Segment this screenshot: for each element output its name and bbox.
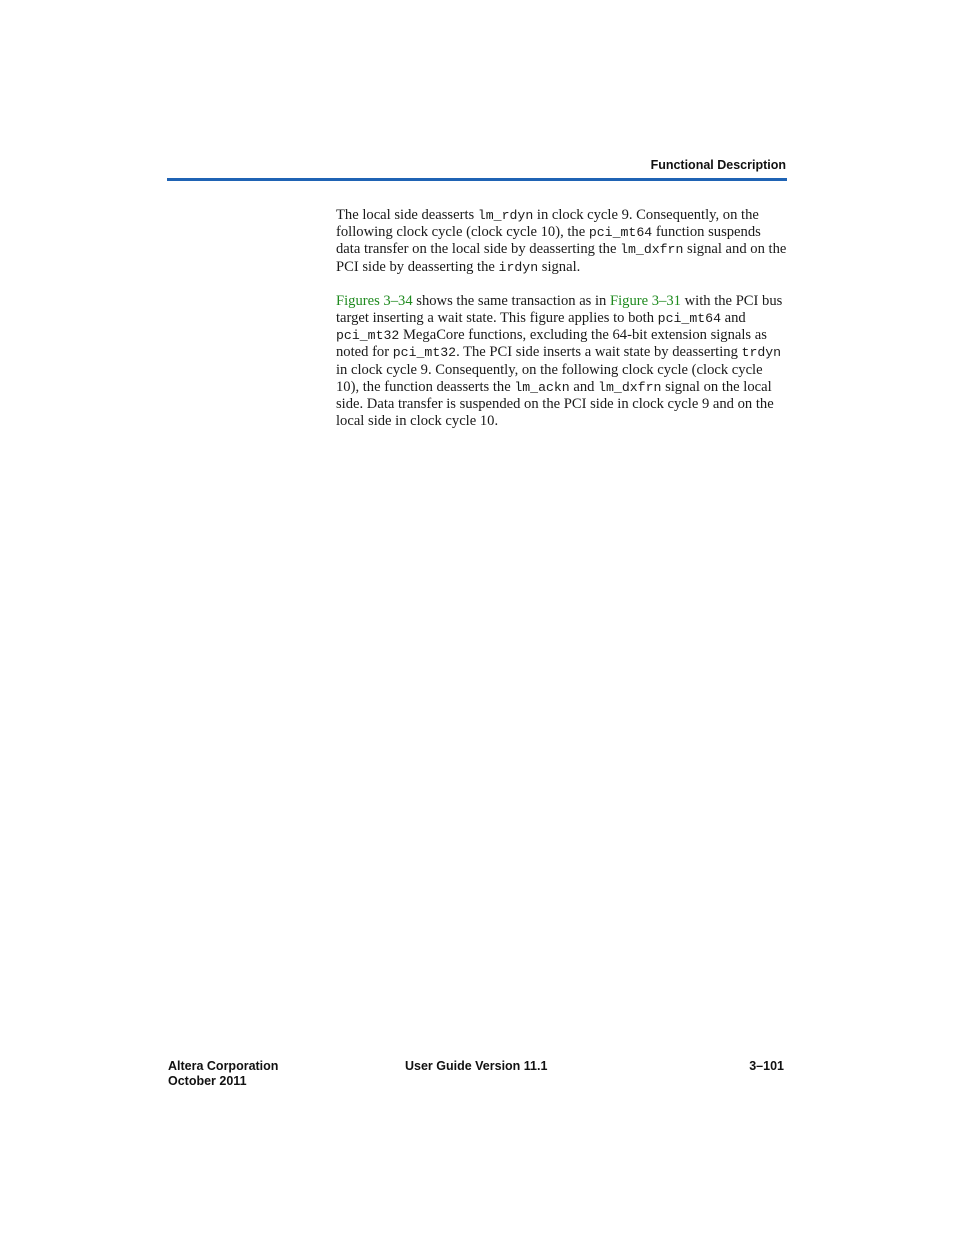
paragraph-1	[336, 207, 788, 276]
code-trdyn: trdyn	[741, 345, 782, 361]
xref-figures-3-34[interactable]: Figures 3–34	[336, 292, 413, 309]
footer-company: Altera Corporation	[168, 1059, 279, 1073]
text: signal on the local side. Data transfer is suspended on the PCI side in clock cycle 9 and on the local side in clock cycle 10.	[336, 378, 774, 430]
text: and	[569, 378, 599, 395]
body-content	[336, 207, 788, 447]
code-irdyn: irdyn	[498, 259, 539, 275]
running-header-title: Functional Description	[650, 158, 786, 172]
text: signal and on the PCI side by deasserting the	[336, 241, 787, 275]
header-rule	[167, 178, 787, 181]
footer-page-number: 3–101	[749, 1059, 784, 1073]
code-pci-mt64: pci_mt64	[588, 225, 653, 241]
footer-version: User Guide Version 11.1	[405, 1059, 548, 1073]
footer-left	[168, 1059, 278, 1089]
code-pci-mt32: pci_mt32	[392, 345, 457, 361]
text: The local side deasserts	[336, 207, 478, 223]
xref-figure-3-31[interactable]: Figure 3–31	[610, 292, 681, 309]
code-lm-ackn: lm_ackn	[514, 379, 570, 395]
text: in clock cycle 9. Consequently, on the following clock cycle (clock cycle 10), the	[336, 207, 759, 241]
footer-date: October 2011	[168, 1074, 247, 1088]
text: signal.	[538, 258, 581, 275]
text: function suspends data transfer on the local side by deasserting the	[336, 224, 761, 258]
code-pci-mt32: pci_mt32	[336, 328, 400, 344]
code-lm-rdyn: lm_rdyn	[477, 208, 534, 223]
text: MegaCore functions, excluding the 64-bit extension signals as noted for	[336, 327, 767, 361]
text: shows the same transaction as in	[412, 292, 611, 309]
text: in clock cycle 9. Consequently, on the following clock cycle (clock cycle 10), the function deasserts the	[336, 361, 763, 395]
paragraph-2	[336, 293, 788, 431]
code-pci-mt64: pci_mt64	[657, 311, 721, 327]
code-lm-dxfrn: lm_dxfrn	[598, 379, 662, 395]
text: . The PCI side inserts a wait state by deasserting	[456, 344, 742, 361]
text: with the PCI bus target inserting a wait state. This figure applies to both	[336, 292, 783, 327]
code-lm-dxfrn: lm_dxfrn	[620, 242, 684, 258]
text: and	[720, 310, 746, 327]
